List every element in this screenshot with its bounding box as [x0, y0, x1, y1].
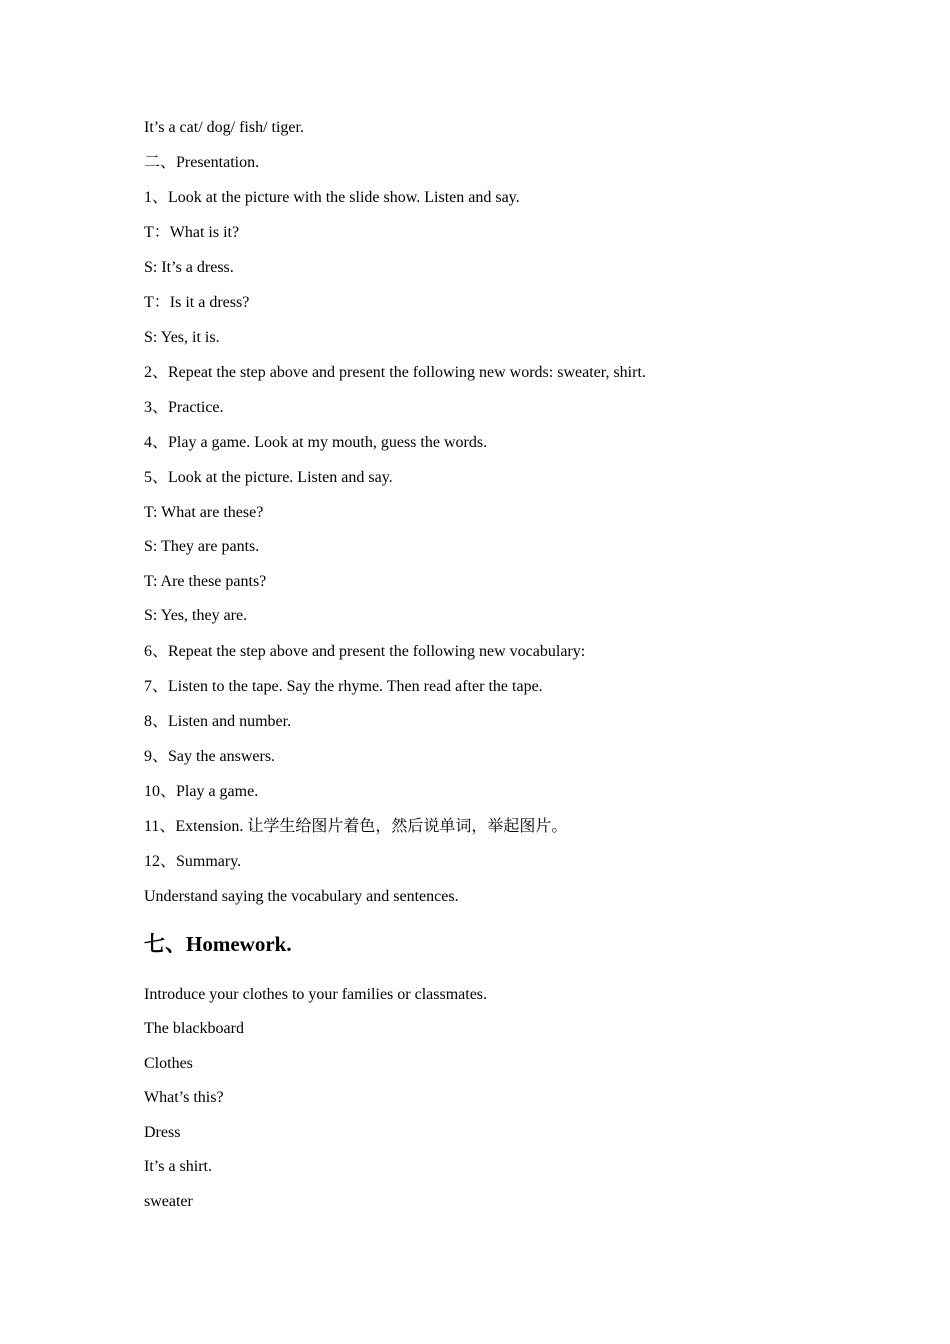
section-title-presentation: 二、Presentation. [144, 154, 260, 171]
text-line: 3、Practice. [144, 399, 224, 416]
text-line: T: Are these pants? [144, 573, 267, 590]
text-line: Introduce your clothes to your families or classmates. [144, 986, 488, 1003]
text-line: T：Is it a dress? [144, 294, 250, 311]
text-line: What’s this? [144, 1089, 224, 1106]
text-line: S: It’s a dress. [144, 259, 234, 276]
text-line: 1、Look at the picture with the slide show. Listen and say. [144, 189, 520, 206]
text-line: T: What are these? [144, 504, 264, 521]
text-line: 11、Extension. 让学生给图片着色，然后说单词，举起图片。 [144, 818, 568, 835]
text-line: 5、Look at the picture. Listen and say. [144, 469, 393, 486]
text-line: 2、Repeat the step above and present the following new words: sweater, shirt. [144, 364, 646, 381]
text-line: 9、Say the answers. [144, 748, 276, 765]
text-line: 4、Play a game. Look at my mouth, guess the words. [144, 434, 488, 451]
text-line: Clothes [144, 1055, 193, 1072]
text-line: 10、Play a game. [144, 783, 259, 800]
text-line: The blackboard [144, 1020, 244, 1037]
text-line: S: They are pants. [144, 538, 260, 555]
section-heading-homework: 七、Homework. [144, 932, 292, 956]
text-line: 12、Summary. [144, 853, 242, 870]
text-line: It’s a cat/ dog/ fish/ tiger. [144, 119, 304, 136]
text-line: 6、Repeat the step above and present the following new vocabulary: [144, 643, 586, 660]
text-line: S: Yes, it is. [144, 329, 220, 346]
text-line: Dress [144, 1124, 181, 1141]
text-line: T：What is it? [144, 224, 240, 241]
text-line: 7、Listen to the tape. Say the rhyme. Then read after the tape. [144, 678, 543, 695]
text-line: sweater [144, 1193, 193, 1210]
text-line: S: Yes, they are. [144, 607, 248, 624]
text-line: It’s a shirt. [144, 1158, 212, 1175]
text-line: 8、Listen and number. [144, 713, 292, 730]
text-line: Understand saying the vocabulary and sentences. [144, 888, 459, 905]
